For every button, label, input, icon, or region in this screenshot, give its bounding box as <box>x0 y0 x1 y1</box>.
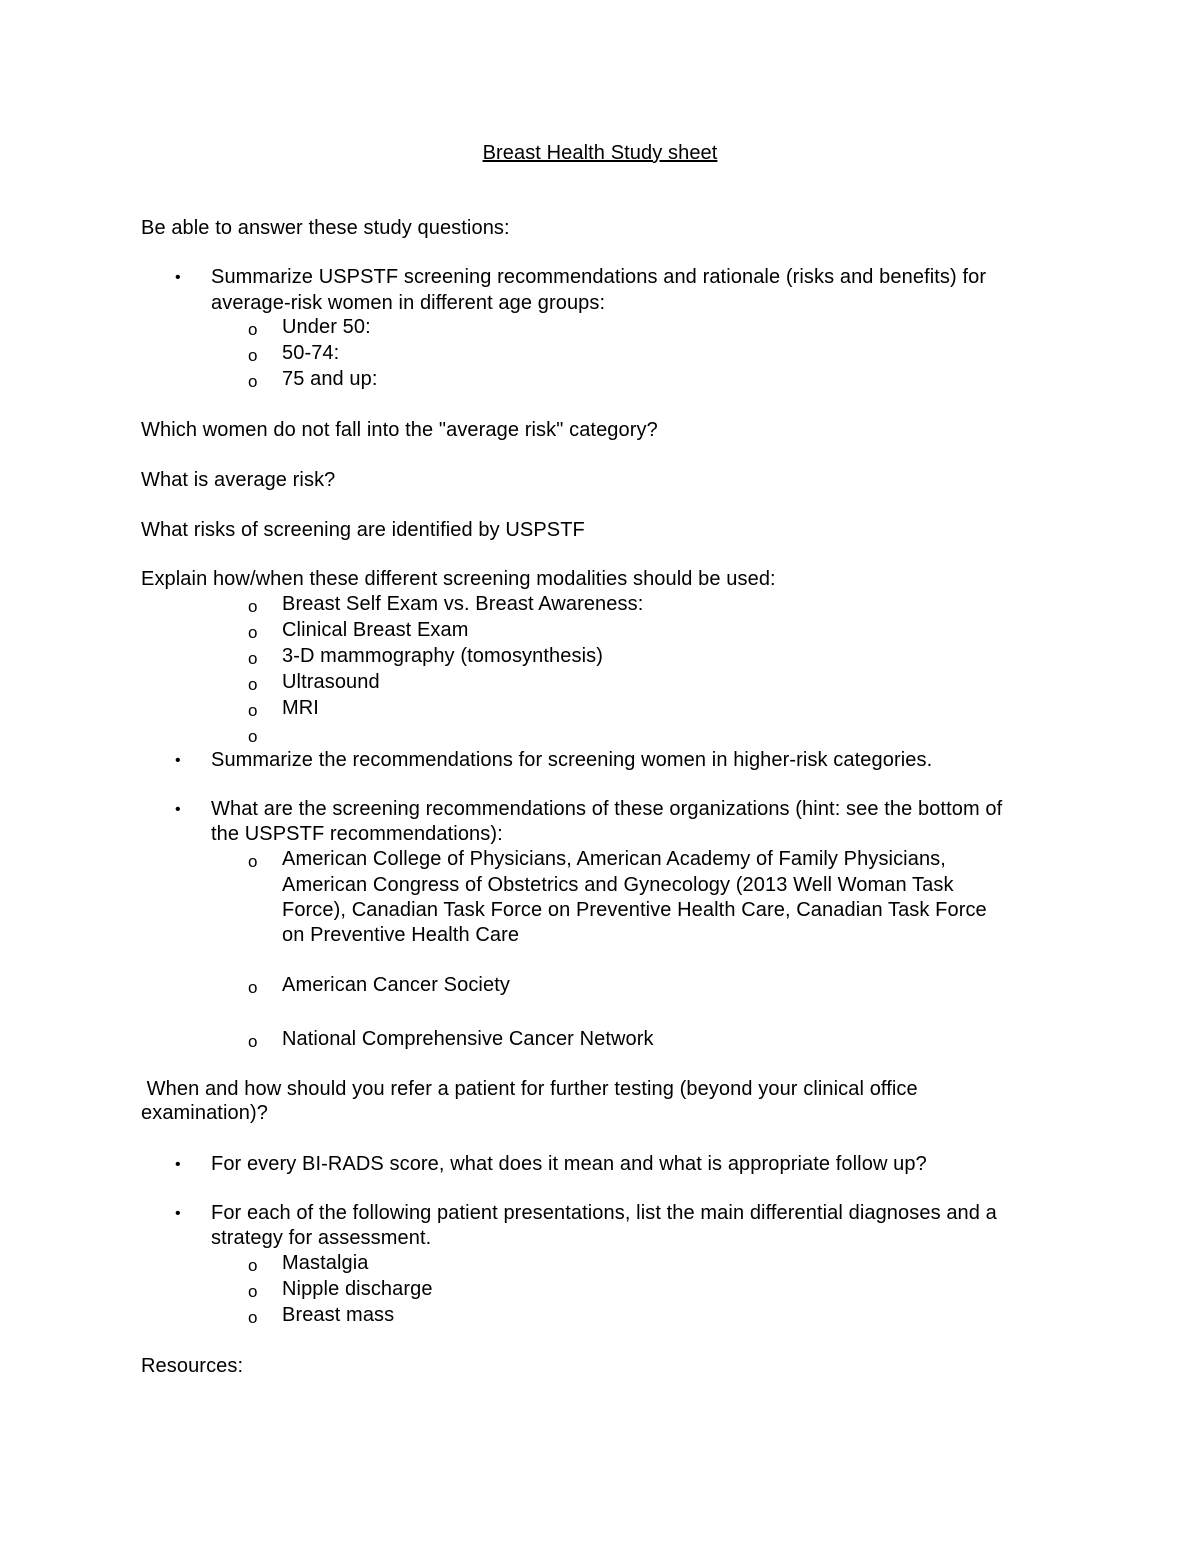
sub-bullet-marker: o <box>248 1256 258 1275</box>
bullet-marker: • <box>175 1205 181 1222</box>
presentations-bullet-line1: For each of the following patient presentations, list the main differential diagnoses and a <box>211 1202 997 1224</box>
resources-heading: Resources: <box>141 1355 244 1377</box>
modality-item: Clinical Breast Exam <box>282 619 469 641</box>
usps-bullet-line2: average-risk women in different age groups: <box>211 292 606 314</box>
sub-bullet-marker: o <box>248 1282 258 1301</box>
modality-item: Ultrasound <box>282 671 380 693</box>
bullet-marker: • <box>175 752 181 769</box>
organization-item-line: Force), Canadian Task Force on Preventive Health Care, Canadian Task Force <box>282 899 987 921</box>
modality-item: Breast Self Exam vs. Breast Awareness: <box>282 593 644 615</box>
age-group-item: Under 50: <box>282 316 371 338</box>
sub-bullet-marker: o <box>248 597 258 616</box>
modality-item: 3-D mammography (tomosynthesis) <box>282 645 603 667</box>
referral-question-line1: When and how should you refer a patient for further testing (beyond your clinical office <box>141 1078 918 1100</box>
sub-bullet-marker: o <box>248 320 258 339</box>
organization-item-line: American College of Physicians, American Academy of Family Physicians, <box>282 848 946 870</box>
organization-item-line: on Preventive Health Care <box>282 924 520 946</box>
sub-bullet-marker: o <box>248 978 258 997</box>
bullet-marker: • <box>175 1156 181 1173</box>
sub-bullet-marker: o <box>248 346 258 365</box>
age-group-item: 75 and up: <box>282 368 378 390</box>
age-group-item: 50-74: <box>282 342 340 364</box>
presentation-item: Mastalgia <box>282 1252 369 1274</box>
bullet-marker: • <box>175 269 181 286</box>
question-risks-of-screening: What risks of screening are identified by USPSTF <box>141 519 585 541</box>
page-title: Breast Health Study sheet <box>482 142 718 164</box>
presentation-item: Nipple discharge <box>282 1278 433 1300</box>
birads-bullet: For every BI-RADS score, what does it mean and what is appropriate follow up? <box>211 1153 927 1175</box>
organizations-bullet-line2: the USPSTF recommendations): <box>211 823 503 845</box>
sub-bullet-marker: o <box>248 701 258 720</box>
sub-bullet-marker: o <box>248 623 258 642</box>
organization-item-line: American Congress of Obstetrics and Gynecology (2013 Well Woman Task <box>282 874 954 896</box>
presentation-item: Breast mass <box>282 1304 395 1326</box>
sub-bullet-marker: o <box>248 727 258 746</box>
sub-bullet-marker: o <box>248 852 258 871</box>
higher-risk-bullet: Summarize the recommendations for screening women in higher-risk categories. <box>211 749 933 771</box>
sub-bullet-marker: o <box>248 372 258 391</box>
presentations-bullet-line2: strategy for assessment. <box>211 1227 432 1249</box>
sub-bullet-marker: o <box>248 1308 258 1327</box>
question-what-is-average-risk: What is average risk? <box>141 469 336 491</box>
sub-bullet-marker: o <box>248 675 258 694</box>
sub-bullet-marker: o <box>248 1032 258 1051</box>
intro-text: Be able to answer these study questions: <box>141 217 510 239</box>
organizations-bullet-line1: What are the screening recommendations of these organizations (hint: see the bottom of <box>211 798 1003 820</box>
organization-item: National Comprehensive Cancer Network <box>282 1028 654 1050</box>
modality-item: MRI <box>282 697 319 719</box>
referral-question-line2: examination)? <box>141 1102 268 1124</box>
usps-bullet-line1: Summarize USPSTF screening recommendations and rationale (risks and benefits) for <box>211 266 987 288</box>
question-average-risk-category: Which women do not fall into the "average risk" category? <box>141 419 658 441</box>
modalities-heading: Explain how/when these different screening modalities should be used: <box>141 568 776 590</box>
sub-bullet-marker: o <box>248 649 258 668</box>
bullet-marker: • <box>175 801 181 818</box>
organization-item: American Cancer Society <box>282 974 510 996</box>
